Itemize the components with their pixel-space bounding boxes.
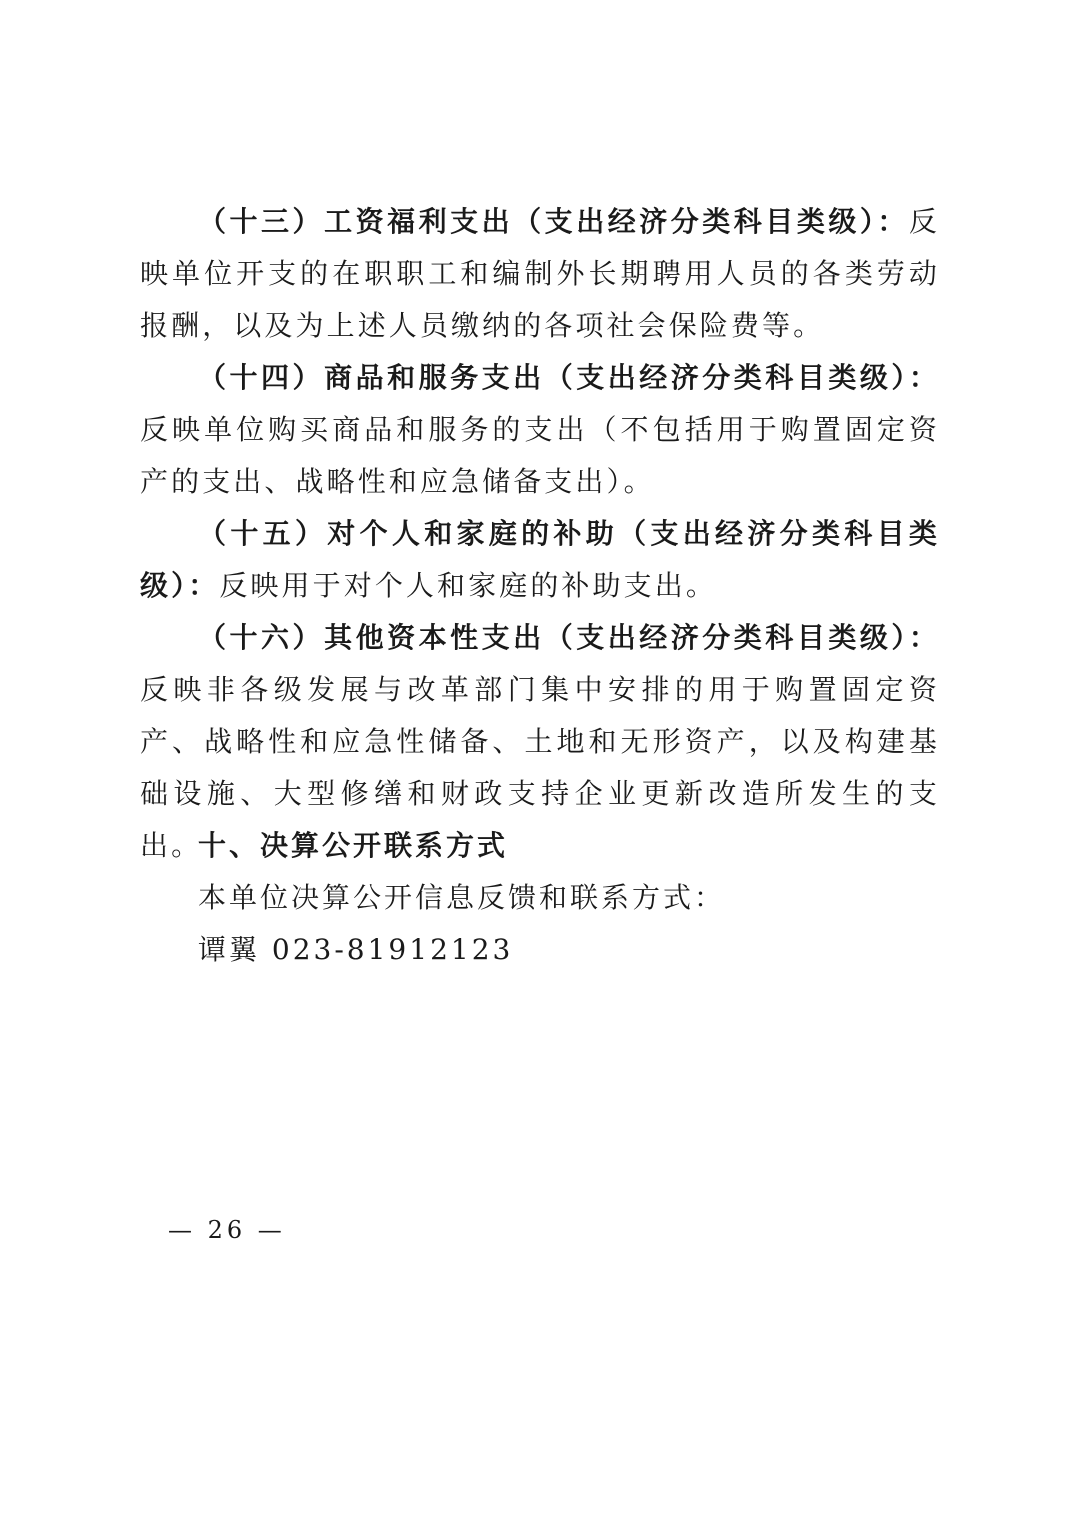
page-number: — 26 — <box>168 1216 286 1244</box>
contact-intro: 本单位决算公开信息反馈和联系方式： <box>198 881 726 914</box>
contact-person: 谭翼 023-81912123 <box>198 933 514 966</box>
section-15-body: 反映用于对个人和家庭的补助支出。 <box>219 569 717 602</box>
section-14-body: 反映单位购买商品和服务的支出（不包括用于购置固定资产的支出、战略性和应急储备支出）。 <box>140 413 940 498</box>
section-16-title: （十六）其他资本性支出（支出经济分类科目类级）： <box>198 621 940 654</box>
section-14 <box>140 352 940 508</box>
section-14-title: （十四）商品和服务支出（支出经济分类科目类级）： <box>198 361 940 394</box>
section-13 <box>140 196 940 352</box>
section-16-body: 反映非各级发展与改革部门集中安排的用于购置固定资产、战略性和应急性储备、土地和无形资产，以及构建基础设施、大型修缮和财政支持企业更新改造所发生的支出。 <box>140 673 940 862</box>
section-15-title: （十五）对个人和家庭的补助（支出经济分类科目类级）： <box>140 517 940 602</box>
contact-heading: 十、决算公开联系方式 <box>198 829 509 862</box>
section-15 <box>140 508 940 612</box>
section-13-body: 反映单位开支的在职职工和编制外长期聘用人员的各类劳动报酬，以及为上述人员缴纳的各项社会保险费等。 <box>140 205 940 342</box>
section-13-title: （十三）工资福利支出（支出经济分类科目类级）： <box>198 205 909 238</box>
